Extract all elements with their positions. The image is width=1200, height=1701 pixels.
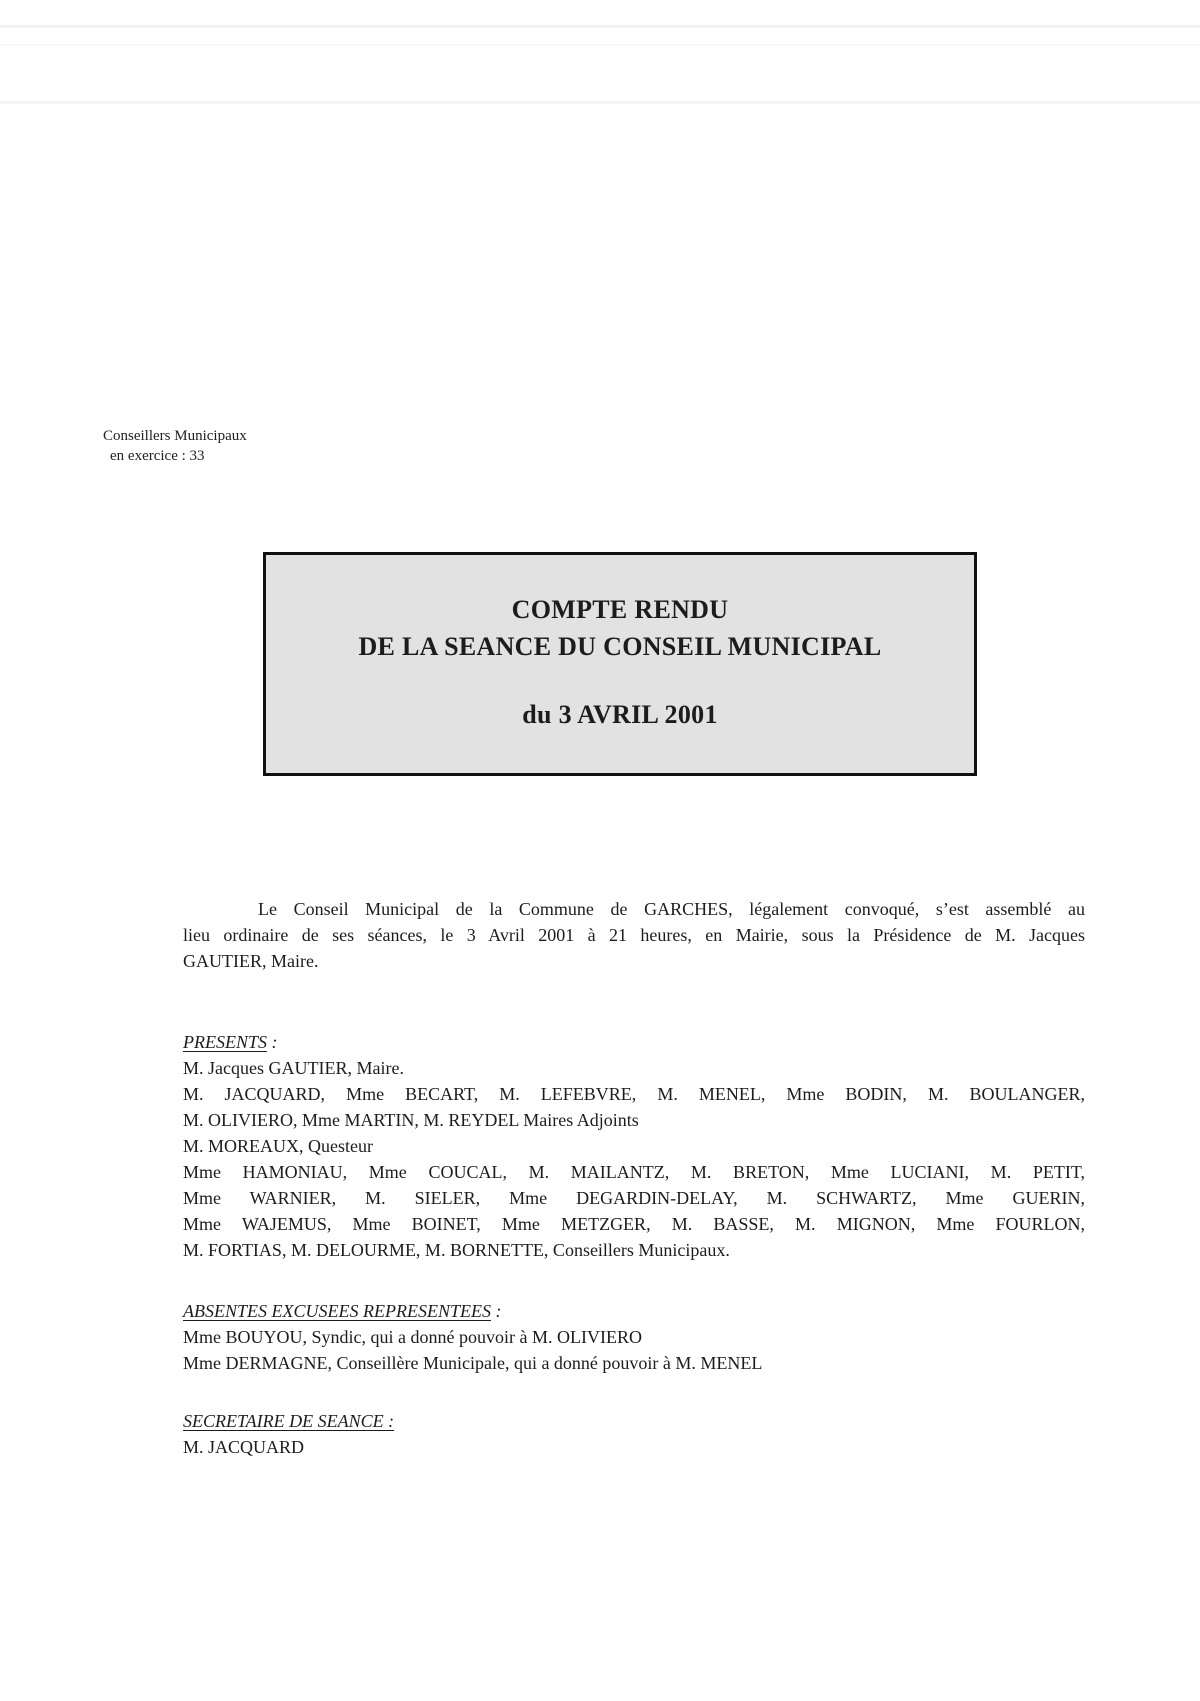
scan-artifact-line [0, 25, 1200, 28]
presents-line: M. JACQUARD, Mme BECART, M. LEFEBVRE, M. MENEL, Mme BODIN, M. BOULANGER, [183, 1084, 1085, 1104]
section-presents [183, 1029, 1085, 1263]
presents-heading [183, 1029, 1085, 1055]
secretaire-heading-text: SECRETAIRE DE SEANCE : [183, 1411, 395, 1431]
absentes-line: Mme DERMAGNE, Conseillère Municipale, qui a donné pouvoir à M. MENEL [183, 1353, 763, 1373]
presents-line: Mme WARNIER, M. SIELER, Mme DEGARDIN-DELAY, M. SCHWARTZ, Mme GUERIN, [183, 1188, 1085, 1208]
scan-artifact-line [0, 101, 1200, 104]
absentes-heading [183, 1298, 1085, 1324]
intro-line: GAUTIER, Maire. [183, 951, 319, 971]
scan-artifact-line [0, 44, 1200, 46]
absentes-heading-text: ABSENTES EXCUSEES REPRESENTEES [183, 1301, 491, 1321]
presents-line: M. OLIVIERO, Mme MARTIN, M. REYDEL Maires Adjoints [183, 1110, 639, 1130]
presents-line: M. Jacques GAUTIER, Maire. [183, 1058, 404, 1078]
section-secretaire-de-seance [183, 1408, 1085, 1460]
intro-line: Le Conseil Municipal de la Commune de GARCHES, légalement convoqué, s’est assemblé au [258, 899, 1085, 919]
secretaire-line: M. JACQUARD [183, 1437, 305, 1457]
councillors-in-office-note [103, 426, 247, 466]
presents-heading-text: PRESENTS [183, 1032, 267, 1052]
document-title-line-1: COMPTE RENDU [511, 595, 729, 624]
note-line-1: Conseillers Municipaux [103, 428, 247, 444]
intro-paragraph [183, 896, 1085, 974]
document-title-line-2: DE LA SEANCE DU CONSEIL MUNICIPAL [358, 632, 882, 661]
intro-line: lieu ordinaire de ses séances, le 3 Avril 2001 à 21 heures, en Mairie, sous la Présidence de M. Jacques [183, 925, 1085, 945]
secretaire-heading [183, 1408, 1085, 1434]
presents-line: M. MOREAUX, Questeur [183, 1136, 373, 1156]
presents-line: Mme WAJEMUS, Mme BOINET, Mme METZGER, M. BASSE, M. MIGNON, Mme FOURLON, [183, 1214, 1085, 1234]
note-line-2: en exercice : 33 [110, 448, 205, 464]
presents-heading-colon: : [267, 1032, 278, 1052]
document-date: du 3 AVRIL 2001 [522, 700, 718, 729]
section-absentes-excusees [183, 1298, 1085, 1376]
presents-line: Mme HAMONIAU, Mme COUCAL, M. MAILANTZ, M. BRETON, Mme LUCIANI, M. PETIT, [183, 1162, 1085, 1182]
title-box [263, 552, 977, 776]
absentes-line: Mme BOUYOU, Syndic, qui a donné pouvoir à M. OLIVIERO [183, 1327, 642, 1347]
absentes-heading-colon: : [490, 1301, 502, 1321]
presents-line: M. FORTIAS, M. DELOURME, M. BORNETTE, Conseillers Municipaux. [183, 1240, 730, 1260]
